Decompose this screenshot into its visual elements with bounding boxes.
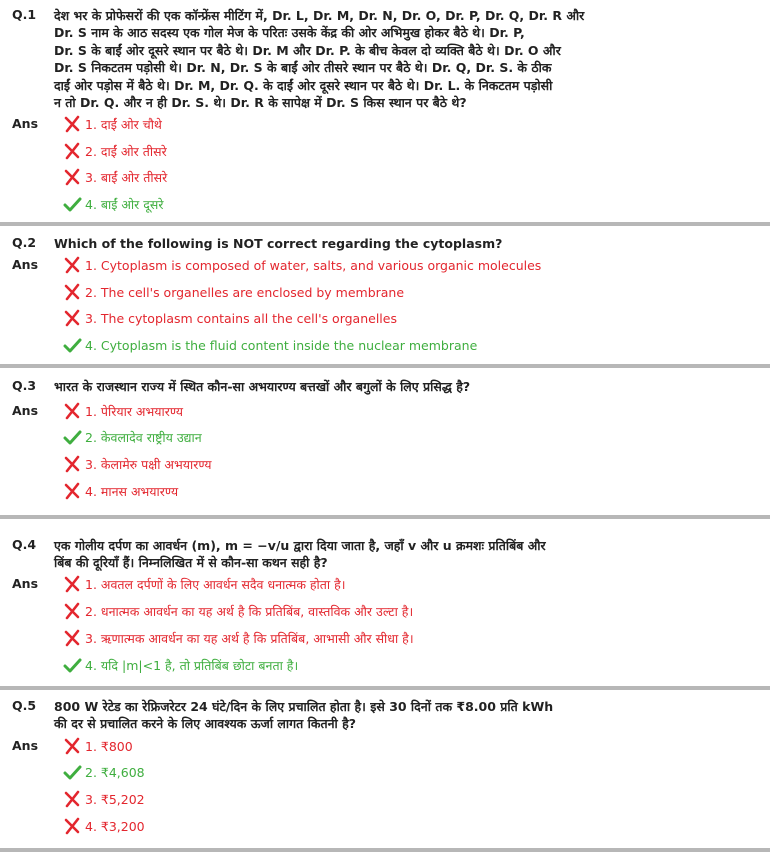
option-wrong [62,167,167,187]
green-check-icon [62,427,82,447]
question-line: की दर से प्रचालित करने के लिए आवश्यक ऊर्जा लागत कितनी है? [54,716,357,732]
red-cross-icon [62,308,82,328]
question-number: Q.2 [12,235,37,250]
answer-label: Ans [12,116,39,131]
option-wrong [62,308,397,328]
question-line: एक गोलीय दर्पण का आवर्धन (m), m = −v/u द्वारा दिया जाता है, जहाँ v और u क्रमशः प्रतिबिंब और [54,538,546,553]
green-check-icon [62,335,82,355]
question-separator [0,364,770,368]
red-cross-icon [62,481,82,501]
option-wrong [62,816,145,836]
option-correct [62,762,145,782]
question-separator [0,848,770,852]
red-cross-icon [62,401,82,421]
option-text: 4. मानस अभयारण्य [85,483,179,499]
red-cross-icon [62,141,82,161]
option-text: 3. ऋणात्मक आवर्धन का यह अर्थ है कि प्रतिबिंब, आभासी और सीधा है। [85,630,414,646]
question-line: Dr. S निकटतम पड़ोसी थे। Dr. N, Dr. S के बाईं ओर तीसरे स्थान पर बैठे थे। Dr. Q, Dr. S. के ठीक [54,60,552,76]
option-text: 2. धनात्मक आवर्धन का यह अर्थ है कि प्रतिबिंब, वास्तविक और उल्टा है। [85,603,414,619]
option-text: 4. ₹3,200 [85,818,145,834]
question-line: बिंब की दूरियाँ हैं। निम्नलिखित में से कौन-सा कथन सही है? [54,555,328,571]
green-check-icon [62,655,82,675]
green-check-icon [62,762,82,782]
question-line: Dr. S के बाईं ओर दूसरे स्थान पर बैठे थे। Dr. M और Dr. P. के बीच केवल दो व्यक्ति बैठे थे। Dr. O और [54,42,561,58]
question-text [54,7,760,111]
option-wrong [62,255,541,275]
option-correct [62,427,202,447]
option-wrong [62,114,162,134]
question-text [54,537,760,572]
question-text [54,698,760,733]
option-text: 1. Cytoplasm is composed of water, salts, and various organic molecules [85,257,542,273]
option-text: 1. अवतल दर्पणों के लिए आवर्धन सदैव धनात्मक होता है। [85,576,346,592]
option-wrong [62,574,345,594]
question-separator [0,515,770,519]
option-text: 2. दाईं ओर तीसरे [85,143,167,159]
answer-label: Ans [12,403,39,418]
red-cross-icon [62,282,82,302]
option-wrong [62,282,404,302]
red-cross-icon [62,255,82,275]
option-wrong [62,481,178,501]
red-cross-icon [62,114,82,134]
option-text: 2. ₹4,608 [85,764,145,780]
question-text [54,235,760,252]
option-text: 3. बाईं ओर तीसरे [85,169,168,185]
red-cross-icon [62,789,82,809]
red-cross-icon [62,816,82,836]
option-text: 3. ₹5,202 [85,791,145,807]
option-text: 4. Cytoplasm is the fluid content inside the nuclear membrane [85,337,478,353]
option-correct [62,335,477,355]
question-text [54,378,760,395]
question-number: Q.1 [12,7,37,22]
option-wrong [62,736,133,756]
red-cross-icon [62,736,82,756]
option-text: 1. पेरियार अभयारण्य [85,403,184,419]
question-separator [0,222,770,226]
option-wrong [62,141,167,161]
option-correct [62,194,163,214]
answer-label: Ans [12,738,39,753]
question-line: भारत के राजस्थान राज्य में स्थित कौन-सा अभयारण्य बत्तखों और बगुलों के लिए प्रसिद्ध है? [54,379,471,394]
option-wrong [62,601,413,621]
option-text: 4. बाईं ओर दूसरे [85,196,164,212]
option-correct [62,655,298,675]
option-wrong [62,401,183,421]
green-check-icon [62,194,82,214]
option-text: 2. केवलादेव राष्ट्रीय उद्यान [85,429,202,445]
red-cross-icon [62,167,82,187]
red-cross-icon [62,574,82,594]
option-text: 1. दाईं ओर चौथे [85,116,162,132]
option-wrong [62,454,212,474]
option-wrong [62,628,414,648]
question-line: दाईं ओर पड़ोस में बैठे थे। Dr. M, Dr. Q. के दाईं ओर दूसरे स्थान पर बैठे थे। Dr. L. के निकटतम पड़ोसी [54,77,553,93]
red-cross-icon [62,454,82,474]
option-text: 4. यदि |m|<1 है, तो प्रतिबिंब छोटा बनता है। [85,657,299,673]
answer-label: Ans [12,576,39,591]
question-line: देश भर के प्रोफेसरों की एक कॉन्फ्रेंस मीटिंग में, Dr. L, Dr. M, Dr. N, Dr. O, Dr. P, Dr. Q, Dr. R और [54,8,585,23]
option-text: 3. The cytoplasm contains all the cell's organelles [85,310,397,326]
red-cross-icon [62,628,82,648]
question-separator [0,686,770,690]
question-line: Which of the following is NOT correct regarding the cytoplasm? [54,236,503,251]
question-number: Q.4 [12,537,37,552]
question-line: न तो Dr. Q. और न ही Dr. S. थे। Dr. R के सापेक्ष में Dr. S किस स्थान पर बैठे थे? [54,95,467,111]
option-wrong [62,789,145,809]
answer-label: Ans [12,257,39,272]
question-line: 800 W रेटेड का रेफ्रिजरेटर 24 घंटे/दिन के लिए प्रचालित होता है। इसे 30 दिनों तक ₹8.00 प्रति kWh [54,699,554,714]
red-cross-icon [62,601,82,621]
question-line: Dr. S नाम के आठ सदस्य एक गोल मेज के परितः उसके केंद्र की ओर अभिमुख होकर बैठे थे। Dr. P, [54,25,525,41]
option-text: 2. The cell's organelles are enclosed by membrane [85,284,405,300]
question-number: Q.5 [12,698,37,713]
option-text: 1. ₹800 [85,738,133,754]
option-text: 3. केलामेरु पक्षी अभयारण्य [85,456,212,472]
question-number: Q.3 [12,378,37,393]
